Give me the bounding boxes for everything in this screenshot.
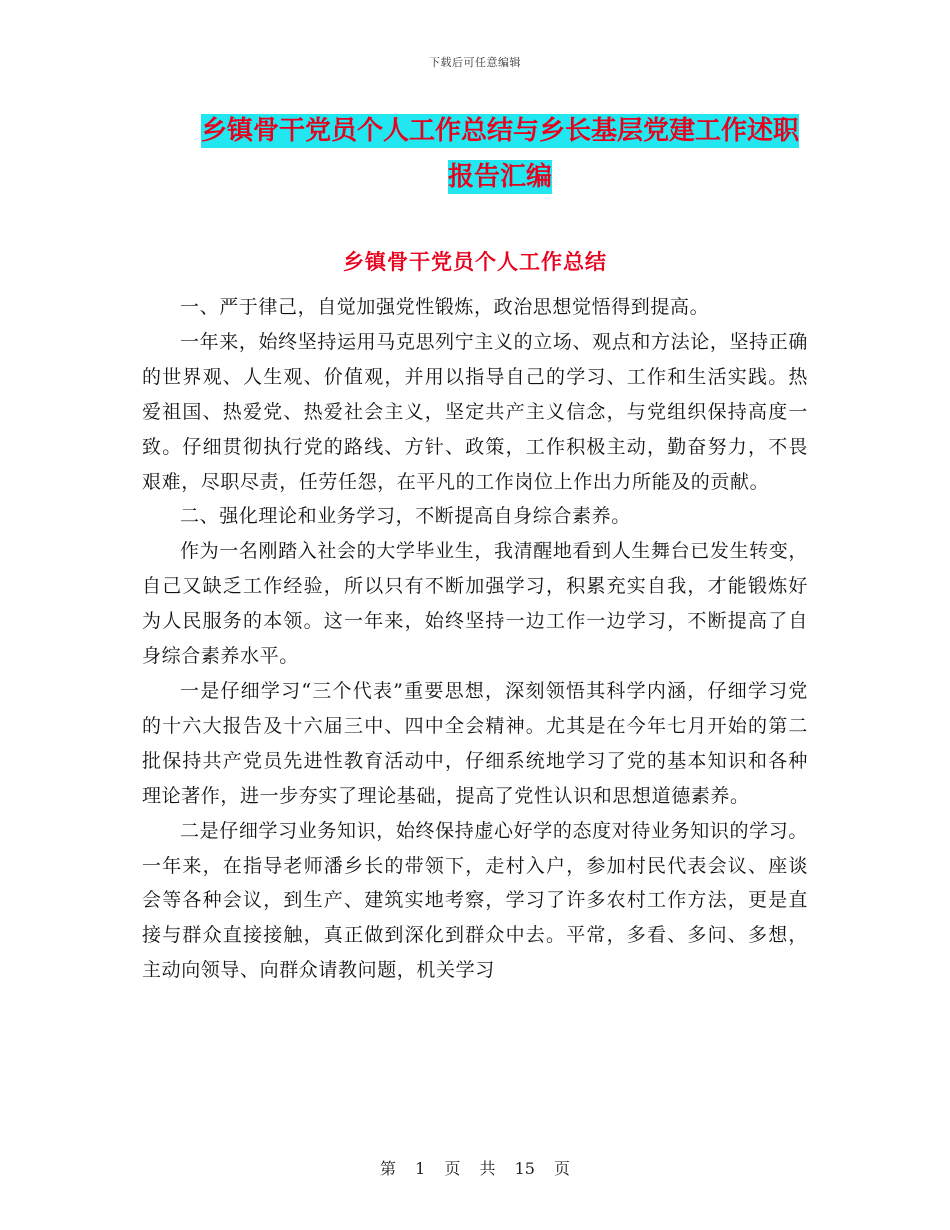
- page-footer: [0, 1156, 950, 1179]
- document-title-text: 乡镇骨干党员个人工作总结与乡长基层党建工作述职报告汇编: [200, 116, 799, 192]
- paragraph: 一年来，始终坚持运用马克思列宁主义的立场、观点和方法论，坚持正确的世界观、人生观、价值观，并用以指导自己的学习、工作和生活实践。热爱祖国、热爱党、热爱社会主义，坚定共产主义信念，与党组织保持高度一致。仔细贯彻执行党的路线、方针、政策，工作积极主动，勤奋努力，不畏艰难，尽职尽责，任劳任怨，在平凡的工作岗位上作出力所能及的贡献。: [142, 330, 808, 493]
- total-page-count: 15: [514, 1159, 535, 1178]
- footer-page-word: 页: [444, 1159, 461, 1178]
- header-note: 下载后可任意编辑: [429, 56, 521, 69]
- paragraph: 一是仔细学习“三个代表”重要思想，深刻领悟其科学内涵，仔细学习党的十六大报告及十六届三中、四中全会精神。尤其是在今年七月开始的第二批保持共产党员先进性教育活动中，仔细系统地学习了党的基本知识和各种理论著作，进一步夯实了理论基础，提高了党性认识和思想道德素养。: [142, 679, 808, 807]
- body-text: [142, 290, 808, 988]
- current-page-number: 1: [415, 1159, 426, 1178]
- paragraph: 作为一名刚踏入社会的大学毕业生，我清醒地看到人生舞台已发生转变，自己又缺乏工作经验，所以只有不断加强学习，积累充实自我，才能锻炼好为人民服务的本领。这一年来，始终坚持一边工作一边学习，不断提高了自身综合素养水平。: [142, 540, 808, 668]
- paragraph: 二是仔细学习业务知识，始终保持虚心好学的态度对待业务知识的学习。一年来，在指导老师潘乡长的带领下，走村入户，参加村民代表会议、座谈会等各种会议，到生产、建筑实地考察，学习了许多农村工作方法，更是直接与群众直接接触，真正做到深化到群众中去。平常，多看、多问、多想，主动向领导、向群众请教问题，机关学习: [142, 819, 808, 982]
- section-heading: 乡镇骨干党员个人工作总结: [343, 250, 607, 274]
- paragraph: 一、严于律己，自觉加强党性锻炼，政治思想觉悟得到提高。: [180, 296, 710, 318]
- footer-prefix: 第: [379, 1159, 396, 1178]
- footer-suffix: 页: [554, 1159, 571, 1178]
- paragraph: 二、强化理论和业务学习，不断提高自身综合素养。: [180, 505, 631, 528]
- document-title: [190, 108, 810, 200]
- footer-total-word: 共: [479, 1159, 496, 1178]
